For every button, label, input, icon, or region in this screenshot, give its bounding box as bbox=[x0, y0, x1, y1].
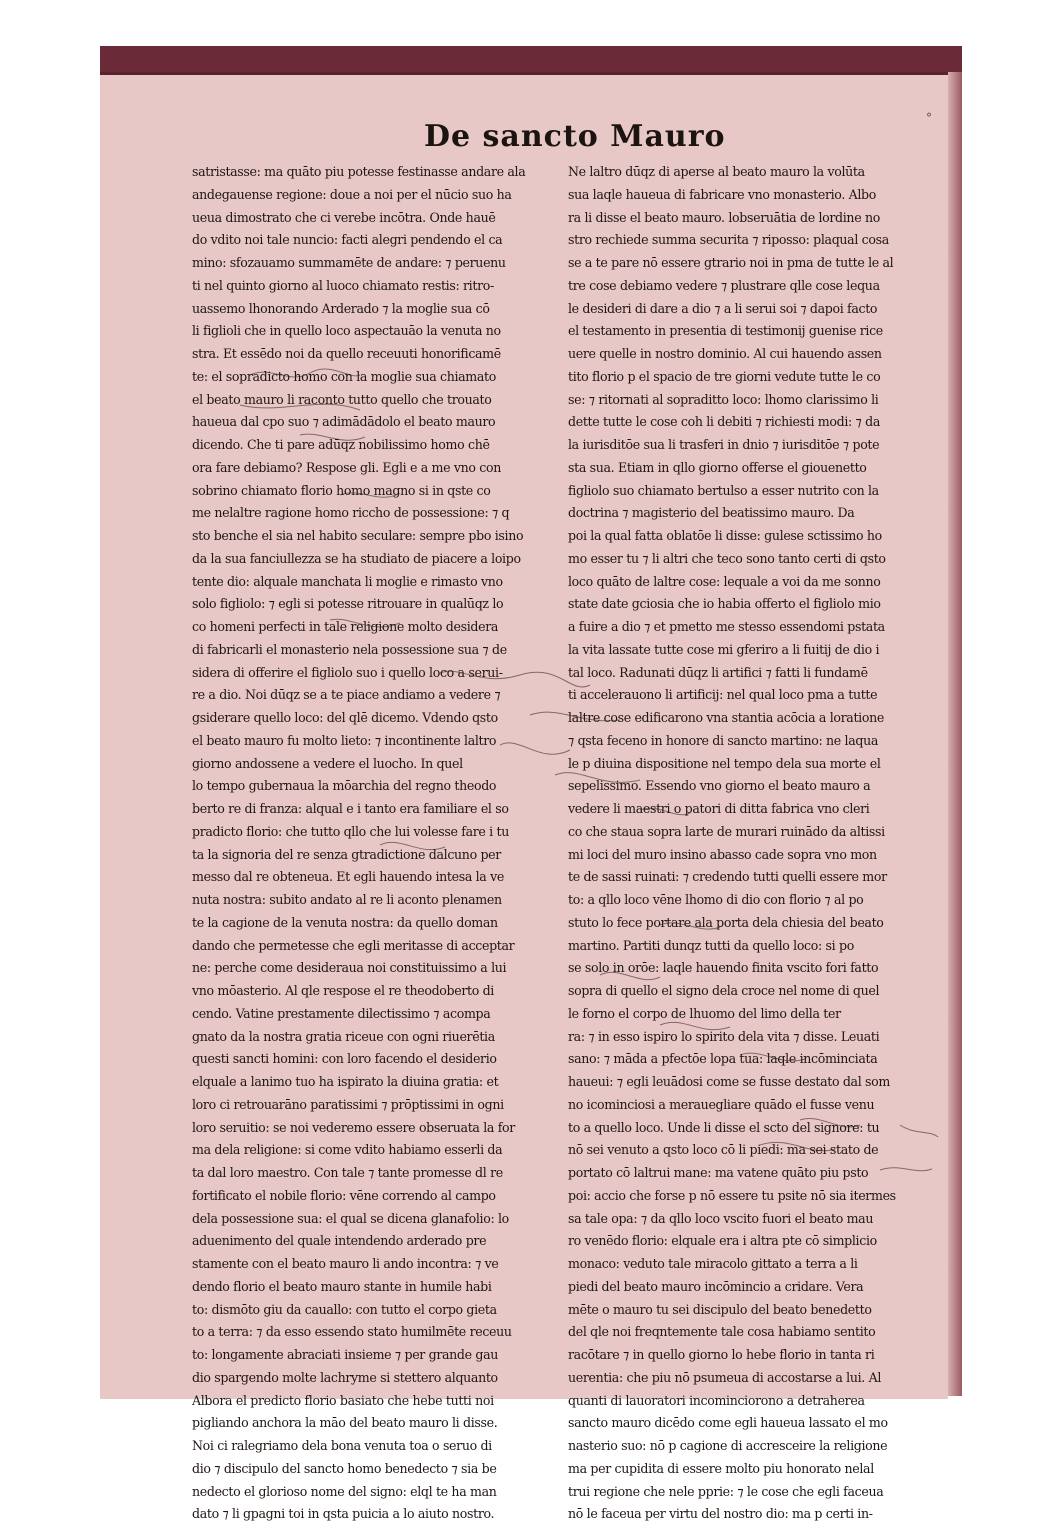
text-line: la iurisditōe sua li trasferi in dnio ⁊ iurisditōe ⁊ pote bbox=[568, 437, 880, 452]
text-line: el testamento in presentia di testimonij guenise rice bbox=[568, 323, 883, 339]
text-line: loro seruitio: se noi vederemo essere obseruata la for bbox=[192, 1119, 515, 1135]
text-line: ueua dimostrato che ci verebe incōtra. Onde hauē bbox=[192, 209, 496, 225]
text-line: to a quello loco. Unde li disse el scto del signore: tu bbox=[568, 1119, 880, 1135]
text-line: to: dismōto giu da cauallo: con tutto el corpo gieta bbox=[192, 1301, 497, 1317]
text-line: to a terra: ⁊ da esso essendo stato humilmēte receuu bbox=[192, 1324, 512, 1340]
book-page-frame bbox=[100, 46, 962, 1522]
text-line: do vdito noi tale nuncio: facti alegri pendendo el ca bbox=[192, 232, 503, 248]
text-line: no icominciosi a merauegliare quādo el fusse venu bbox=[568, 1096, 875, 1112]
text-line: ti accelerauono li artificij: nel qual loco pma a tutte bbox=[568, 687, 878, 703]
text-line: elquale a lanimo tuo ha ispirato la diuina gratia: et bbox=[192, 1074, 499, 1089]
text-line: doctrina ⁊ magisterio del beatissimo mauro. Da bbox=[568, 505, 855, 521]
text-line: tre cose debiamo vedere ⁊ plustrare qlle cose lequa bbox=[568, 277, 880, 293]
text-line: nō le faceua per virtu del nostro dio: ma p certi in- bbox=[568, 1506, 873, 1522]
text-line: fortificato el nobile florio: vēne correndo al campo bbox=[192, 1187, 496, 1203]
page-edge-shadow bbox=[948, 72, 962, 1396]
text-line: co homeni perfecti in tale religione molto desidera bbox=[192, 619, 499, 634]
page-corner-mark: ° bbox=[926, 111, 932, 125]
text-line: cendo. Vatine prestamente dilectissimo ⁊ acompa bbox=[192, 1005, 491, 1021]
text-line: le desideri di dare a dio ⁊ a li serui soi ⁊ dapoi facto bbox=[568, 300, 878, 316]
text-line: ra: ⁊ in esso ispiro lo spirito dela vita ⁊ disse. Leuati bbox=[568, 1028, 880, 1044]
text-line: stro rechiede summa securita ⁊ riposso: plaqual cosa bbox=[568, 232, 889, 248]
text-line: sta sua. Etiam in qllo giorno offerse el giouenetto bbox=[568, 459, 867, 475]
text-line: poi la qual fatta oblatōe li disse: gulese sctissimo ho bbox=[568, 528, 882, 543]
text-line: ora fare debiamo? Respose gli. Egli e a me vno con bbox=[192, 459, 501, 475]
text-line: vedere li maestri o patori di ditta fabrica vno cleri bbox=[568, 801, 870, 816]
text-line: pigliando anchora la māo del beato mauro li disse. bbox=[192, 1415, 498, 1431]
text-line: uere quelle in nostro dominio. Al cui hauendo assen bbox=[568, 346, 882, 361]
text-line: stamente con el beato mauro li ando incontra: ⁊ ve bbox=[192, 1256, 499, 1271]
text-line: te de sassi ruinati: ⁊ credendo tutti quelli essere mor bbox=[568, 869, 887, 885]
text-line: questi sancti homini: con loro facendo el desiderio bbox=[192, 1051, 497, 1067]
text-line: martino. Partiti dunqz tutti da quello loco: si po bbox=[568, 937, 854, 953]
text-line: ma per cupidita di essere molto piu honorato nelal bbox=[568, 1460, 874, 1476]
text-line: trui regione che nele pprie: ⁊ le cose che egli faceua bbox=[568, 1483, 884, 1499]
text-line: aduenimento del quale intendendo arderado pre bbox=[192, 1233, 487, 1249]
text-line: dette tutte le cose coh li debiti ⁊ richiesti modi: ⁊ da bbox=[568, 414, 880, 430]
text-line: Ne laltro dūqz di aperse al beato mauro la volūta bbox=[568, 164, 865, 179]
right-text-column bbox=[568, 161, 930, 1526]
text-line: re a dio. Noi dūqz se a te piace andiamo a vedere ⁊ bbox=[192, 687, 501, 703]
text-line: le forno el corpo de lhuomo del limo della ter bbox=[568, 1005, 841, 1021]
text-line: sobrino chiamato florio homo magno si in qste co bbox=[192, 482, 491, 498]
text-line: quanti di lauoratori incominciorono a detraherea bbox=[568, 1392, 865, 1408]
text-line: to: a qllo loco vēne lhomo di dio con florio ⁊ al po bbox=[568, 892, 864, 907]
text-line: tito florio p el spacio de tre giorni vedute tutte le co bbox=[568, 368, 881, 384]
text-line: sto benche el sia nel habito seculare: sempre pbo isino bbox=[192, 528, 524, 543]
text-line: el beato mauro li raconto tutto quello che trouato bbox=[192, 391, 492, 407]
text-line: portato cō laltrui mane: ma vatene quāto piu psto bbox=[568, 1165, 869, 1180]
text-line: pradicto florio: che tutto qllo che lui volesse fare i tu bbox=[192, 823, 509, 839]
text-line: nuta nostra: subito andato al re li aconto plenamen bbox=[192, 892, 502, 907]
text-line: a fuire a dio ⁊ et pmetto me stesso essendomi pstata bbox=[568, 619, 885, 634]
text-line: sano: ⁊ māda a pfectōe lopa tua: laqle incōminciata bbox=[568, 1051, 878, 1067]
text-line: dicendo. Che ti pare adūqz nobilissimo homo chē bbox=[192, 437, 490, 452]
text-line: andegauense regione: doue a noi per el nūcio suo ha bbox=[192, 186, 512, 202]
text-line: gsiderare quello loco: del qlē dicemo. Vdendo qsto bbox=[192, 710, 498, 725]
text-line: monaco: veduto tale miracolo gittato a terra a li bbox=[568, 1256, 858, 1271]
text-line: loro ci retrouarāno paratissimi ⁊ prōptissimi in ogni bbox=[192, 1096, 504, 1112]
left-text-column bbox=[192, 161, 552, 1526]
text-line: sa tale opa: ⁊ da qllo loco vscito fuori el beato mau bbox=[568, 1210, 874, 1226]
text-line: la vita lassate tutte cose mi gferiro a li fuitij de dio i bbox=[568, 641, 880, 657]
running-header: De sancto Mauro bbox=[424, 119, 726, 154]
text-line: se a te pare nō essere gtrario noi in pma de tutte le al bbox=[568, 255, 894, 270]
text-line: se: ⁊ ritornati al sopraditto loco: lhomo clarissimo li bbox=[568, 391, 879, 407]
text-line: haueua dal cpo suo ⁊ adimādādolo el beato mauro bbox=[192, 414, 496, 430]
text-line: te: el sopradicto homo con la moglie sua chiamato bbox=[192, 368, 497, 384]
text-line: Noi ci ralegriamo dela bona venuta toa o seruo di bbox=[192, 1438, 492, 1453]
text-line: me nelaltre ragione homo riccho de possessione: ⁊ q bbox=[192, 505, 510, 521]
text-line: dendo florio el beato mauro stante in humile habi bbox=[192, 1278, 492, 1294]
text-line: ra li disse el beato mauro. lobseruātia de lordine no bbox=[568, 209, 880, 225]
text-line: satristasse: ma quāto piu potesse festinasse andare ala bbox=[192, 164, 526, 179]
text-line: haueui: ⁊ egli leuādosi come se fusse destato dal som bbox=[568, 1074, 890, 1089]
text-line: vno mōasterio. Al qle respose el re theodoberto di bbox=[192, 983, 494, 998]
text-line: sopra di quello el signo dela croce nel nome di quel bbox=[568, 983, 880, 998]
text-line: nedecto el glorioso nome del signo: elql te ha man bbox=[192, 1483, 497, 1499]
text-line: nō sei venuto a qsto loco cō li piedi: ma sei stato de bbox=[568, 1142, 879, 1158]
text-line: laltre cose edificarono vna stantia acōcia a loratione bbox=[568, 710, 884, 725]
text-line: nasterio suo: nō p cagione di accresceire la religione bbox=[568, 1438, 888, 1453]
text-line: ta la signoria del re senza gtradictione dalcuno per bbox=[192, 846, 501, 862]
text-line: racōtare ⁊ in quello giorno lo hebe florio in tanta ri bbox=[568, 1347, 875, 1362]
text-line: giorno andossene a vedere el luocho. In quel bbox=[192, 755, 463, 771]
text-line: li figlioli che in quello loco aspectauāo la venuta no bbox=[192, 323, 501, 339]
text-line: messo dal re obteneua. Et egli hauendo intesa la ve bbox=[192, 869, 504, 885]
text-line: stuto lo fece portare ala porta dela chiesia del beato bbox=[568, 914, 884, 930]
text-line: figliolo suo chiamato bertulso a esser nutrito con la bbox=[568, 482, 879, 498]
text-line: da la sua fanciullezza se ha studiato de piacere a loipo bbox=[192, 550, 521, 566]
text-line: loco quāto de laltre cose: lequale a voi da me sonno bbox=[568, 573, 881, 589]
text-line: sua laqle haueua di fabricare vno monasterio. Albo bbox=[568, 186, 876, 202]
text-line: uassemo lhonorando Arderado ⁊ la moglie sua cō bbox=[192, 300, 490, 316]
text-line: mi loci del muro insino abasso cade sopra vno mon bbox=[568, 846, 877, 862]
text-line: ne: perche come desideraua noi constituissimo a lui bbox=[192, 960, 507, 976]
text-line: dio spargendo molte lachryme si stettero alquanto bbox=[192, 1369, 498, 1385]
text-line: sancto mauro dicēdo come egli haueua lassato el mo bbox=[568, 1415, 888, 1431]
text-line: tal loco. Radunati dūqz li artifici ⁊ fatti li fundamē bbox=[568, 664, 868, 680]
text-line: se solo in orōe: laqle hauendo finita vscito fori fatto bbox=[568, 960, 879, 976]
text-line: state date gciosia che io habia offerto el figliolo mio bbox=[568, 596, 881, 612]
text-line: mo esser tu ⁊ li altri che teco sono tanto certi di qsto bbox=[568, 550, 886, 566]
text-line: sepelissimo. Essendo vno giorno el beato mauro a bbox=[568, 778, 871, 794]
text-line: lo tempo gubernaua la mōarchia del regno theodo bbox=[192, 778, 497, 794]
text-line: le p diuina dispositione nel tempo dela sua morte el bbox=[568, 755, 881, 771]
text-line: Albora el predicto florio basiato che hebe tutti noi bbox=[192, 1392, 494, 1408]
text-line: ta dal loro maestro. Con tale ⁊ tante promesse dl re bbox=[192, 1165, 503, 1180]
text-line: sidera di offerire el figliolo suo i quello loco a serui- bbox=[192, 664, 503, 680]
text-line: ma dela religione: si come vdito habiamo esserli da bbox=[192, 1142, 503, 1158]
text-line: piedi del beato mauro incōmincio a cridare. Vera bbox=[568, 1278, 864, 1294]
text-line: del qle noi freqntemente tale cosa habiamo sentito bbox=[568, 1324, 876, 1340]
text-line: dela possessione sua: el qual se dicena glanafolio: lo bbox=[192, 1210, 509, 1226]
text-line: poi: accio che forse p nō essere tu psite nō sia itermes bbox=[568, 1187, 896, 1203]
text-line: solo figliolo: ⁊ egli si potesse ritrouare in qualūqz lo bbox=[192, 596, 504, 612]
text-line: te la cagione de la venuta nostra: da quello doman bbox=[192, 914, 498, 930]
text-line: mino: sfozauamo summamēte de andare: ⁊ peruenu bbox=[192, 255, 506, 270]
text-line: stra. Et essēdo noi da quello receuuti honorificamē bbox=[192, 346, 501, 361]
text-line: tente dio: alquale manchata li moglie e rimasto vno bbox=[192, 573, 503, 589]
text-line: mēte o mauro tu sei discipulo del beato benedetto bbox=[568, 1301, 872, 1317]
text-line: dando che permetesse che egli meritasse di acceptar bbox=[192, 937, 515, 953]
text-line: gnato da la nostra gratia riceue con ogni riuerētia bbox=[192, 1028, 495, 1044]
text-line: uerentia: che piu nō psumeua di accostarse a lui. Al bbox=[568, 1369, 882, 1385]
text-line: to: longamente abraciati insieme ⁊ per grande gau bbox=[192, 1347, 499, 1362]
text-line: ti nel quinto giorno al luoco chiamato restis: ritro- bbox=[192, 277, 494, 293]
text-line: ro venēdo florio: elquale era i altra pte cō simplicio bbox=[568, 1233, 877, 1249]
text-line: el beato mauro fu molto lieto: ⁊ incontinente laltro bbox=[192, 732, 497, 748]
text-line: dio ⁊ discipulo del sancto homo benedecto ⁊ sia be bbox=[192, 1460, 497, 1476]
text-line: ⁊ qsta feceno in honore di sancto martino: ne laqua bbox=[568, 732, 878, 748]
text-line: berto re di franza: alqual e i tanto era familiare el so bbox=[192, 801, 509, 816]
text-line: dato ⁊ li gpagni toi in qsta puicia a lo aiuto nostro. bbox=[192, 1506, 495, 1522]
text-line: di fabricarli el monasterio nela possessione sua ⁊ de bbox=[192, 641, 507, 657]
text-line: co che staua sopra larte de murari ruinādo da altissi bbox=[568, 823, 885, 839]
book-page bbox=[100, 72, 948, 1522]
